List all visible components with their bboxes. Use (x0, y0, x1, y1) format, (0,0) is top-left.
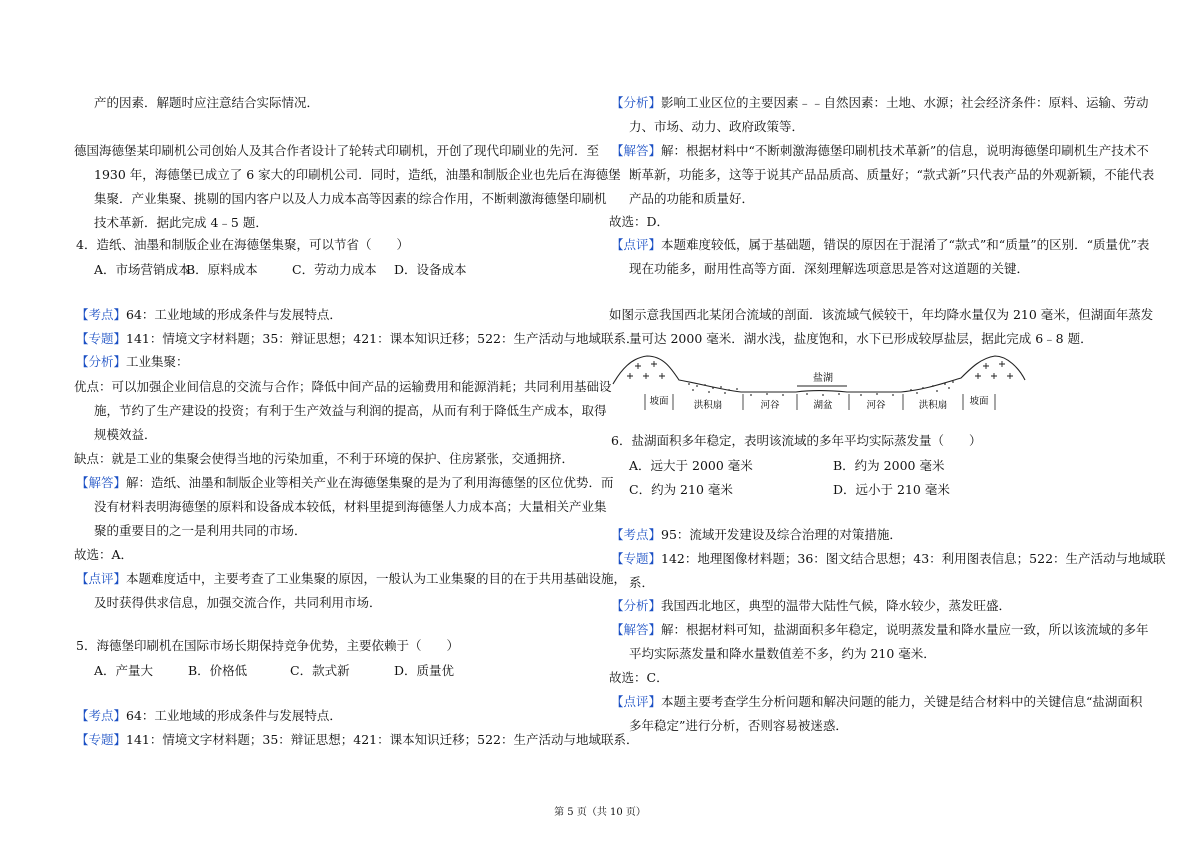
jieda-text: 解：根据材料可知，盐湖面积多年稳定，说明蒸发量和降水量应一致，所以该流域的多年 (661, 622, 1149, 637)
kaodian-text: 64：工业地域的形成条件与发展特点． (126, 708, 342, 723)
fenxi-text: 工业集聚： (126, 354, 189, 369)
answer-line: 平均实际蒸发量和降水量数值差不多，约为 210 毫米． (629, 646, 936, 661)
segment-label-valley: 河谷 (760, 400, 780, 411)
passage-line: 量可达 2000 毫米．湖水浅，盐度饱和，水下已形成较厚盐层，据此完成 6﹣8 题． (629, 331, 1093, 346)
fenxi-tag: 【分析】 (611, 95, 662, 110)
answer-line: 产品的功能和质量好． (629, 191, 755, 206)
jieda-tag: 【解答】 (611, 622, 662, 637)
segment-label-lake-basin: 湖盆 (813, 400, 833, 411)
lake-label: 盐湖 (813, 373, 833, 384)
comment-line: 现在功能多，耐用性高等方面．深刻理解选项意思是答对这道题的关键． (629, 261, 1030, 276)
q6-option-c: C．约为 210 毫米 (629, 482, 733, 497)
q5-option-b: B．价格低 (188, 663, 248, 678)
zhuanti-text: 141：情境文字材料题；35：辩证思想；421：课本知识迁移；522：生产活动与地域联系． (126, 732, 639, 747)
q4-option-c: C．劳动力成本 (292, 262, 377, 277)
zhuanti-text: 141：情境文字材料题；35：辩证思想；421：课本知识迁移；522：生产活动与地域联系． (126, 331, 639, 346)
analysis-line: 施，节约了生产建设的投资；有利于生产效益与利润的提高，从而有利于降低生产成本，取得 (94, 403, 607, 418)
kaodian-text: 95：流域开发建设及综合治理的对策措施． (661, 527, 902, 542)
passage-line: 1930 年，海德堡已成立了 6 家大的印刷机公司．同时，造纸，油墨和制版企业也先后在海德堡 (94, 167, 621, 182)
q6-option-a: A．远大于 2000 毫米 (629, 458, 753, 473)
kaodian-tag: 【考点】 (76, 708, 127, 723)
q5-option-d: D．质量优 (394, 663, 455, 678)
kaodian-tag: 【考点】 (611, 527, 662, 542)
answer-choice: 故选：C． (609, 670, 669, 685)
dianping-tag: 【点评】 (611, 694, 662, 709)
analysis-line: 缺点：就是工业的集聚会使得当地的污染加重，不利于环境的保护、住房紧张，交通拥挤． (74, 451, 575, 466)
q6-option-b: B．约为 2000 毫米 (833, 458, 945, 473)
analysis-line: 优点：可以加强企业间信息的交流与合作；降低中间产品的运输费用和能源消耗；共同利用基础设 (74, 379, 612, 394)
q4-option-d: D．设备成本 (394, 262, 467, 277)
q4-option-a: A．市场营销成本 (94, 262, 191, 277)
topic-line: 系． (629, 575, 655, 590)
jieda-text: 解：根据材料中“不断刺激海德堡印刷机技术革新”的信息，说明海德堡印刷机生产技术不 (661, 143, 1149, 158)
q5-option-a: A．产量大 (94, 663, 154, 678)
dianping-tag: 【点评】 (76, 571, 127, 586)
fenxi-tag: 【分析】 (76, 354, 127, 369)
answer-choice: 故选：A． (74, 547, 134, 562)
answer-choice: 故选：D． (609, 214, 670, 229)
q5-option-c: C．款式新 (290, 663, 350, 678)
dianping-text: 本题主要考查学生分析问题和解决问题的能力，关键是结合材料中的关键信息“盐湖面积 (661, 694, 1143, 709)
question-6: 6．盐湖面积多年稳定，表明该流域的多年平均实际蒸发量（ ） (611, 433, 982, 448)
basin-cross-section-figure (611, 348, 1031, 424)
passage-line: 集聚．产业集聚、挑剔的国内客户以及人力成本高等因素的综合作用，不断刺激海德堡印刷机 (94, 191, 607, 206)
kaodian-tag: 【考点】 (76, 307, 127, 322)
jieda-text: 解：造纸、油墨和制版企业等相关产业在海德堡集聚的是为了利用海德堡的区位优势．而 (126, 475, 614, 490)
answer-line: 聚的重要目的之一是利用共同的市场． (94, 523, 307, 538)
jieda-tag: 【解答】 (611, 143, 662, 158)
segment-label-valley: 河谷 (866, 400, 886, 411)
zhuanti-tag: 【专题】 (76, 331, 127, 346)
answer-line: 断革新，功能多，这等于说其产品品质高、质量好；“款式新”只代表产品的外观新颖，不能代表 (629, 167, 1155, 182)
fenxi-tag: 【分析】 (611, 598, 662, 613)
analysis-line: 规模效益． (94, 427, 157, 442)
segment-label-alluvial-fan: 洪积扇 (693, 400, 723, 411)
comment-line: 多年稳定”进行分析，否则容易被迷惑． (629, 718, 848, 733)
comment-line: 及时获得供求信息，加强交流合作，共同利用市场． (94, 595, 382, 610)
jieda-tag: 【解答】 (76, 475, 127, 490)
analysis-line: 力、市场、动力、政府政策等． (629, 119, 805, 134)
kaodian-text: 64：工业地域的形成条件与发展特点． (126, 307, 342, 322)
fenxi-text: 我国西北地区，典型的温带大陆性气候，降水较少，蒸发旺盛． (661, 598, 1012, 613)
passage-line: 如图示意我国西北某闭合流域的剖面．该流域气候较干，年均降水量仅为 210 毫米，但湖面年蒸发 (609, 307, 1154, 322)
zhuanti-text: 142：地理图像材料题；36：图文结合思想；43：利用图表信息；522：生产活动与地域联 (661, 551, 1166, 566)
zhuanti-tag: 【专题】 (611, 551, 662, 566)
passage-line: 德国海德堡某印刷机公司创始人及其合作者设计了轮转式印刷机，开创了现代印刷业的先河．至 (74, 143, 600, 158)
dianping-tag: 【点评】 (611, 237, 662, 252)
q6-option-d: D．远小于 210 毫米 (833, 482, 950, 497)
question-4: 4．造纸、油墨和制版企业在海德堡集聚，可以节省（ ） (76, 237, 409, 252)
text-line: 产的因素．解题时应注意结合实际情况． (94, 95, 320, 110)
segment-label-slope: 坡面 (969, 396, 989, 407)
segment-label-alluvial-fan: 洪积扇 (918, 400, 948, 411)
fenxi-text: 影响工业区位的主要因素﹣﹣自然因素：土地、水源；社会经济条件：原料、运输、劳动 (661, 95, 1149, 110)
dianping-text: 本题难度较低，属于基础题，错误的原因在于混淆了“款式”和“质量”的区别．“质量优”表 (661, 237, 1150, 252)
q4-option-b: B．原料成本 (186, 262, 258, 277)
zhuanti-tag: 【专题】 (76, 732, 127, 747)
segment-label-slope: 坡面 (649, 396, 669, 407)
passage-line: 技术革新．据此完成 4﹣5 题． (94, 215, 268, 230)
question-5: 5．海德堡印刷机在国际市场长期保持竞争优势，主要依赖于（ ） (76, 638, 459, 653)
answer-line: 没有材料表明海德堡的原料和设备成本较低，材料里提到海德堡人力成本高；大量相关产业集 (94, 499, 607, 514)
page-footer: 第 5 页（共 10 页） (554, 807, 646, 818)
dianping-text: 本题难度适中，主要考查了工业集聚的原因，一般认为工业集聚的目的在于共用基础设施， (126, 571, 627, 586)
